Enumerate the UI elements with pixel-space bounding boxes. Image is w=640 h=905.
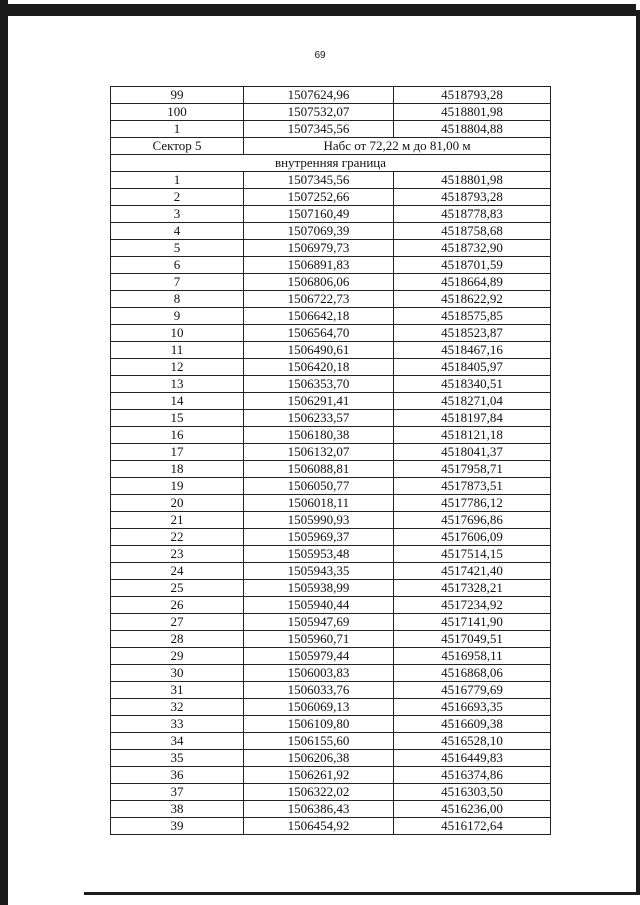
x-coordinate: 1505938,99 [244, 580, 394, 597]
table-row [111, 750, 551, 767]
table-row [111, 121, 551, 138]
y-coordinate: 4518801,98 [394, 172, 551, 189]
boundary-header-row [111, 155, 551, 172]
x-coordinate: 1506018,11 [244, 495, 394, 512]
table-row [111, 104, 551, 121]
x-coordinate: 1505979,44 [244, 648, 394, 665]
coordinates-table-body [111, 87, 551, 835]
x-coordinate: 1506069,13 [244, 699, 394, 716]
x-coordinate: 1506261,92 [244, 767, 394, 784]
table-row [111, 223, 551, 240]
y-coordinate: 4516609,38 [394, 716, 551, 733]
table-row [111, 410, 551, 427]
x-coordinate: 1505947,69 [244, 614, 394, 631]
y-coordinate: 4516528,10 [394, 733, 551, 750]
point-number: 8 [111, 291, 244, 308]
point-number: 39 [111, 818, 244, 835]
x-coordinate: 1505940,44 [244, 597, 394, 614]
x-coordinate: 1507069,39 [244, 223, 394, 240]
point-number: 22 [111, 529, 244, 546]
table-row [111, 784, 551, 801]
scan-border-left [0, 0, 8, 905]
y-coordinate: 4518575,85 [394, 308, 551, 325]
x-coordinate: 1506180,38 [244, 427, 394, 444]
sector-header-row [111, 138, 551, 155]
y-coordinate: 4516172,64 [394, 818, 551, 835]
table-row [111, 308, 551, 325]
table-row [111, 818, 551, 835]
page-number: 69 [314, 50, 326, 61]
point-number: 23 [111, 546, 244, 563]
table-row [111, 274, 551, 291]
x-coordinate: 1506806,06 [244, 274, 394, 291]
point-number: 34 [111, 733, 244, 750]
y-coordinate: 4517696,86 [394, 512, 551, 529]
table-row [111, 478, 551, 495]
table-row [111, 240, 551, 257]
x-coordinate: 1506206,38 [244, 750, 394, 767]
x-coordinate: 1506003,83 [244, 665, 394, 682]
x-coordinate: 1505990,93 [244, 512, 394, 529]
y-coordinate: 4518793,28 [394, 87, 551, 104]
table-row [111, 257, 551, 274]
table-row [111, 495, 551, 512]
x-coordinate: 1507624,96 [244, 87, 394, 104]
table-row [111, 767, 551, 784]
x-coordinate: 1506109,80 [244, 716, 394, 733]
x-coordinate: 1506564,70 [244, 325, 394, 342]
y-coordinate: 4518622,92 [394, 291, 551, 308]
point-number: 36 [111, 767, 244, 784]
x-coordinate: 1505969,37 [244, 529, 394, 546]
table-row [111, 682, 551, 699]
x-coordinate: 1506891,83 [244, 257, 394, 274]
table-row [111, 563, 551, 580]
table-row [111, 444, 551, 461]
x-coordinate: 1506233,57 [244, 410, 394, 427]
y-coordinate: 4518793,28 [394, 189, 551, 206]
y-coordinate: 4518467,16 [394, 342, 551, 359]
y-coordinate: 4517786,12 [394, 495, 551, 512]
table-row [111, 665, 551, 682]
point-number: 19 [111, 478, 244, 495]
point-number: 11 [111, 342, 244, 359]
point-number: 16 [111, 427, 244, 444]
x-coordinate: 1506155,60 [244, 733, 394, 750]
y-coordinate: 4518405,97 [394, 359, 551, 376]
table-row [111, 529, 551, 546]
y-coordinate: 4517958,71 [394, 461, 551, 478]
y-coordinate: 4517141,90 [394, 614, 551, 631]
scan-border-bottom [84, 892, 640, 895]
table-row [111, 206, 551, 223]
y-coordinate: 4517049,51 [394, 631, 551, 648]
x-coordinate: 1507345,56 [244, 121, 394, 138]
x-coordinate: 1506979,73 [244, 240, 394, 257]
point-number: 100 [111, 104, 244, 121]
y-coordinate: 4518523,87 [394, 325, 551, 342]
table-row [111, 801, 551, 818]
point-number: 17 [111, 444, 244, 461]
table-row [111, 512, 551, 529]
point-number: 35 [111, 750, 244, 767]
boundary-label: внутренняя граница [111, 155, 551, 172]
x-coordinate: 1506322,02 [244, 784, 394, 801]
point-number: 14 [111, 393, 244, 410]
table-row [111, 291, 551, 308]
table-row [111, 461, 551, 478]
y-coordinate: 4518197,84 [394, 410, 551, 427]
y-coordinate: 4518778,83 [394, 206, 551, 223]
table-row [111, 648, 551, 665]
x-coordinate: 1506490,61 [244, 342, 394, 359]
x-coordinate: 1506033,76 [244, 682, 394, 699]
x-coordinate: 1506642,18 [244, 308, 394, 325]
y-coordinate: 4518804,88 [394, 121, 551, 138]
y-coordinate: 4517234,92 [394, 597, 551, 614]
x-coordinate: 1506088,81 [244, 461, 394, 478]
point-number: 7 [111, 274, 244, 291]
scan-border-right [636, 10, 640, 895]
x-coordinate: 1505953,48 [244, 546, 394, 563]
point-number: 99 [111, 87, 244, 104]
point-number: 18 [111, 461, 244, 478]
y-coordinate: 4518041,37 [394, 444, 551, 461]
table-row [111, 699, 551, 716]
table-row [111, 342, 551, 359]
y-coordinate: 4518340,51 [394, 376, 551, 393]
point-number: 6 [111, 257, 244, 274]
x-coordinate: 1506050,77 [244, 478, 394, 495]
point-number: 24 [111, 563, 244, 580]
point-number: 5 [111, 240, 244, 257]
y-coordinate: 4517421,40 [394, 563, 551, 580]
y-coordinate: 4517514,15 [394, 546, 551, 563]
point-number: 30 [111, 665, 244, 682]
point-number: 20 [111, 495, 244, 512]
y-coordinate: 4518701,59 [394, 257, 551, 274]
table-row [111, 87, 551, 104]
point-number: 33 [111, 716, 244, 733]
point-number: 1 [111, 172, 244, 189]
point-number: 38 [111, 801, 244, 818]
table-row [111, 393, 551, 410]
table-row [111, 716, 551, 733]
point-number: 10 [111, 325, 244, 342]
table-row [111, 546, 551, 563]
table-row [111, 631, 551, 648]
table-row [111, 733, 551, 750]
y-coordinate: 4518121,18 [394, 427, 551, 444]
table-row [111, 359, 551, 376]
point-number: 28 [111, 631, 244, 648]
point-number: 13 [111, 376, 244, 393]
x-coordinate: 1506722,73 [244, 291, 394, 308]
y-coordinate: 4516868,06 [394, 665, 551, 682]
table-row [111, 597, 551, 614]
x-coordinate: 1505943,35 [244, 563, 394, 580]
sector-height-range: Набс от 72,22 м до 81,00 м [244, 138, 551, 155]
table-row [111, 614, 551, 631]
table-row [111, 580, 551, 597]
y-coordinate: 4518758,68 [394, 223, 551, 240]
x-coordinate: 1506386,43 [244, 801, 394, 818]
y-coordinate: 4516374,86 [394, 767, 551, 784]
x-coordinate: 1506454,92 [244, 818, 394, 835]
scan-border-top [6, 4, 636, 16]
y-coordinate: 4516449,83 [394, 750, 551, 767]
point-number: 4 [111, 223, 244, 240]
y-coordinate: 4518271,04 [394, 393, 551, 410]
point-number: 26 [111, 597, 244, 614]
x-coordinate: 1506420,18 [244, 359, 394, 376]
x-coordinate: 1507532,07 [244, 104, 394, 121]
coordinates-table [110, 86, 551, 835]
table-row [111, 325, 551, 342]
y-coordinate: 4518664,89 [394, 274, 551, 291]
point-number: 37 [111, 784, 244, 801]
x-coordinate: 1507160,49 [244, 206, 394, 223]
point-number: 9 [111, 308, 244, 325]
table-row [111, 189, 551, 206]
y-coordinate: 4517873,51 [394, 478, 551, 495]
sector-label: Сектор 5 [111, 138, 244, 155]
point-number: 27 [111, 614, 244, 631]
table-row [111, 172, 551, 189]
point-number: 31 [111, 682, 244, 699]
x-coordinate: 1506132,07 [244, 444, 394, 461]
x-coordinate: 1506353,70 [244, 376, 394, 393]
point-number: 25 [111, 580, 244, 597]
y-coordinate: 4517606,09 [394, 529, 551, 546]
y-coordinate: 4516779,69 [394, 682, 551, 699]
point-number: 32 [111, 699, 244, 716]
point-number: 3 [111, 206, 244, 223]
point-number: 15 [111, 410, 244, 427]
point-number: 1 [111, 121, 244, 138]
x-coordinate: 1505960,71 [244, 631, 394, 648]
point-number: 29 [111, 648, 244, 665]
y-coordinate: 4516693,35 [394, 699, 551, 716]
y-coordinate: 4517328,21 [394, 580, 551, 597]
y-coordinate: 4518801,98 [394, 104, 551, 121]
y-coordinate: 4518732,90 [394, 240, 551, 257]
point-number: 2 [111, 189, 244, 206]
y-coordinate: 4516236,00 [394, 801, 551, 818]
point-number: 12 [111, 359, 244, 376]
y-coordinate: 4516958,11 [394, 648, 551, 665]
table-row [111, 427, 551, 444]
x-coordinate: 1506291,41 [244, 393, 394, 410]
y-coordinate: 4516303,50 [394, 784, 551, 801]
x-coordinate: 1507345,56 [244, 172, 394, 189]
x-coordinate: 1507252,66 [244, 189, 394, 206]
point-number: 21 [111, 512, 244, 529]
table-row [111, 376, 551, 393]
